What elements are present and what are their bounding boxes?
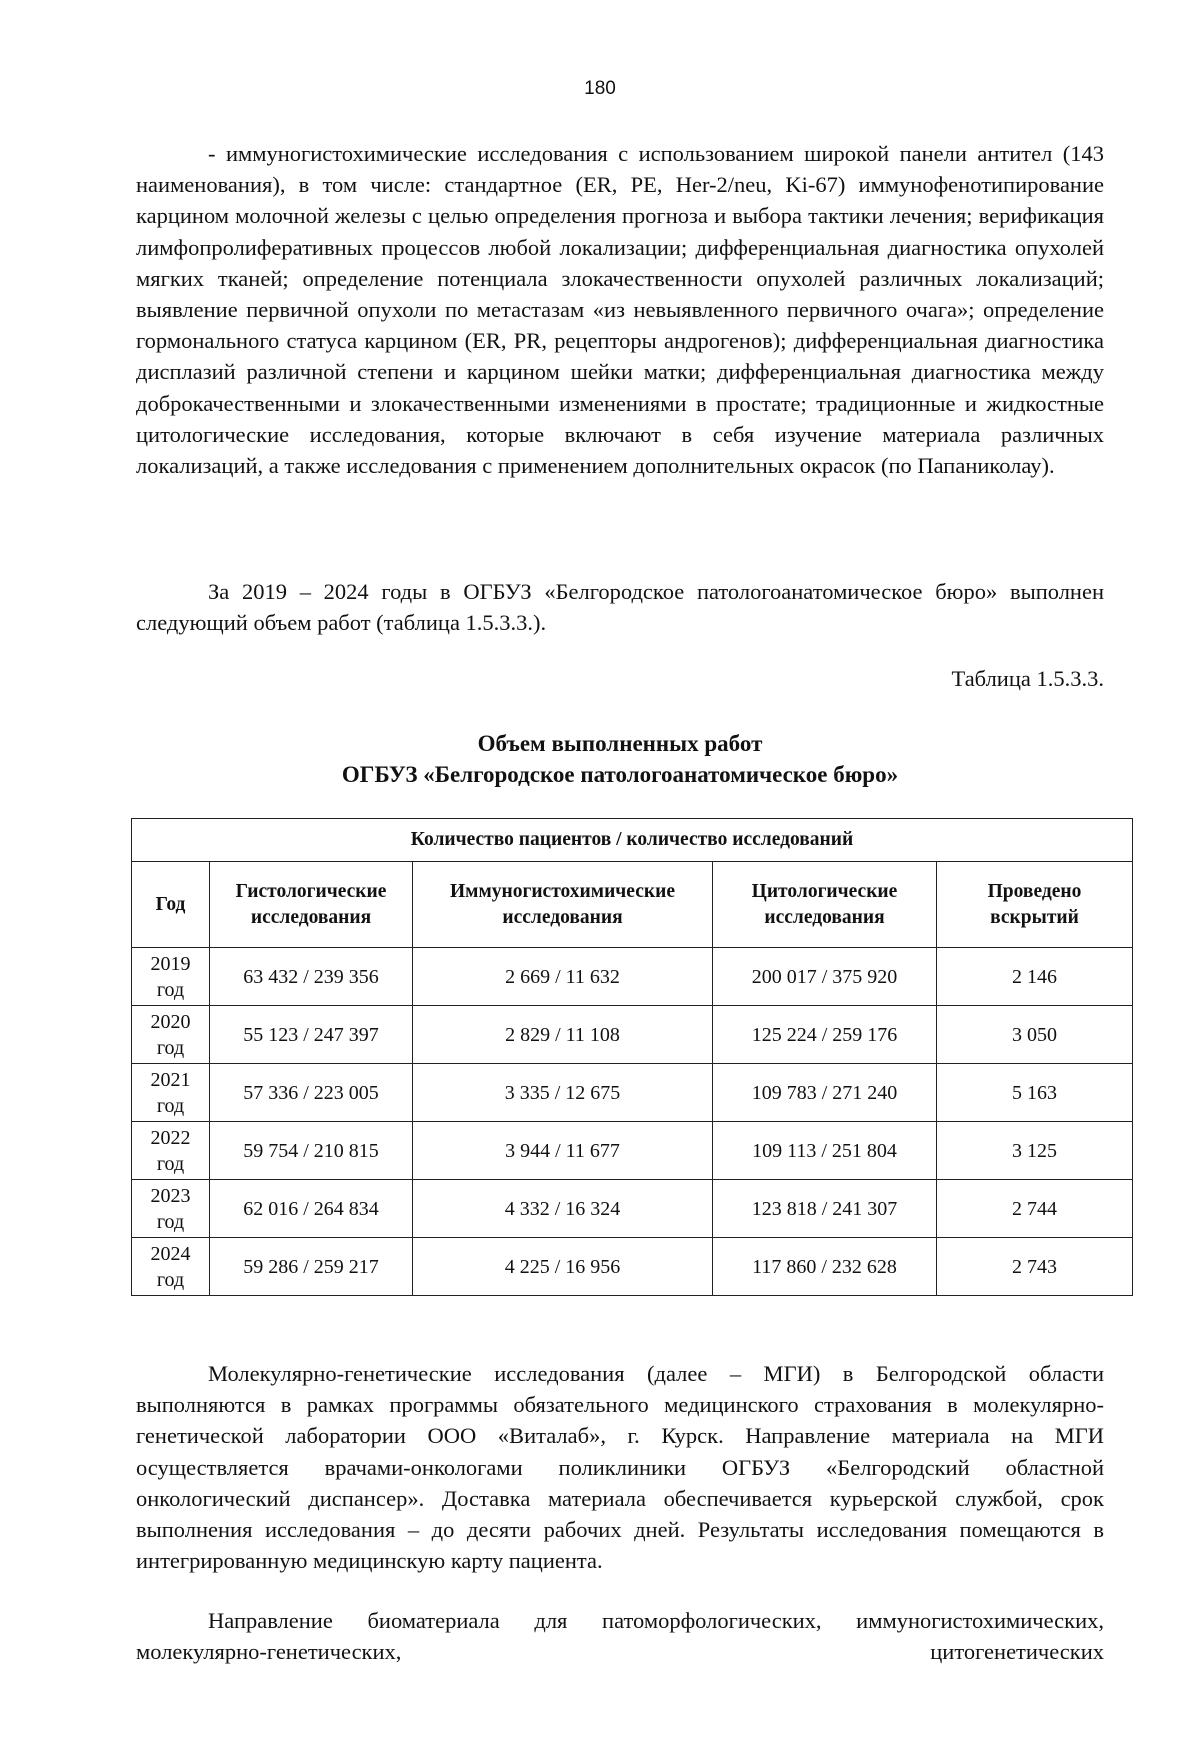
histology-cell: 57 336 / 223 005 bbox=[210, 1064, 413, 1122]
table-caption: Таблица 1.5.3.3. bbox=[951, 666, 1104, 691]
autopsy-cell: 2 743 bbox=[937, 1238, 1133, 1296]
year-cell: 2020 год bbox=[132, 1006, 210, 1064]
table-title bbox=[136, 728, 1104, 790]
histology-cell: 62 016 / 264 834 bbox=[210, 1180, 413, 1238]
header-histology: Гистологические исследования bbox=[210, 862, 413, 948]
table-title-line-2: ОГБУЗ «Белгородское патологоанатомическое бюро» bbox=[341, 762, 899, 787]
cytology-cell: 109 113 / 251 804 bbox=[713, 1122, 937, 1180]
paragraph-biomaterial-referral: Направление биоматериала для патоморфологических, иммуногистохимических, молекулярно-генетических, цитогенетических bbox=[136, 1608, 1104, 1665]
ihc-cell: 3 335 / 12 675 bbox=[413, 1064, 713, 1122]
ihc-cell: 2 829 / 11 108 bbox=[413, 1006, 713, 1064]
table-row bbox=[132, 948, 1133, 1006]
ihc-cell: 4 332 / 16 324 bbox=[413, 1180, 713, 1238]
histology-cell: 59 286 / 259 217 bbox=[210, 1238, 413, 1296]
cytology-cell: 123 818 / 241 307 bbox=[713, 1180, 937, 1238]
page-number: 180 bbox=[584, 78, 616, 99]
autopsy-cell: 2 744 bbox=[937, 1180, 1133, 1238]
autopsy-cell: 2 146 bbox=[937, 948, 1133, 1006]
header-cytology: Цитологические исследования bbox=[713, 862, 937, 948]
ihc-cell: 2 669 / 11 632 bbox=[413, 948, 713, 1006]
cytology-cell: 117 860 / 232 628 bbox=[713, 1238, 937, 1296]
table-row bbox=[132, 1064, 1133, 1122]
year-cell: 2023 год bbox=[132, 1180, 210, 1238]
work-volume-table bbox=[131, 818, 1133, 1296]
autopsy-cell: 3 125 bbox=[937, 1122, 1133, 1180]
table-row bbox=[132, 1180, 1133, 1238]
table-row bbox=[132, 1122, 1133, 1180]
ihc-cell: 4 225 / 16 956 bbox=[413, 1238, 713, 1296]
year-cell: 2024 год bbox=[132, 1238, 210, 1296]
header-autopsies: Проведено вскрытий bbox=[937, 862, 1133, 948]
header-immunohistochemistry: Иммуногистохимические исследования bbox=[413, 862, 713, 948]
paragraph-ihc-list: - иммуногистохимические исследования с использованием широкой панели антител (143 наименования), в том числе: стандартное (ER, PE, Her-2/neu, Ki-67) иммунофенотипирование карцином молочной железы с целью определения прогноза и выбора тактики лечения; верификация лимфопролиферативных процессов любой локализации; дифференциальная диагностика опухолей мягких тканей; определение потенциала злокачественности опухолей различных локализаций; выявление первичной опухоли по метастазам «из невыявленного первичного очага»; определение гормонального статуса карцином (ER, PR, рецепторы андрогенов); дифференциальная диагностика дисплазий различной степени и карцином шейки матки; дифференциальная диагностика между доброкачественными и злокачественными изменениями в простате; традиционные и жидкостные цитологические исследования, которые включают в себя изучение материала различных локализаций, а также исследования с применением дополнительных окрасок (по Папаниколау). bbox=[136, 141, 1104, 479]
paragraph-molecular-genetics: Молекулярно-генетические исследования (далее – МГИ) в Белгородской области выполняются в рамках программы обязательного медицинского страхования в молекулярно-генетической лаборатории ООО «Виталаб», г. Курск. Направление материала на МГИ осуществляется врачами-онкологами поликлиники ОГБУЗ «Белгородский областной онкологический диспансер». Доставка материала обеспечивается курьерской службой, срок выполнения исследования – до десяти рабочих дней. Результаты исследования помещаются в интегрированную медицинскую карту пациента. bbox=[136, 1361, 1104, 1574]
cytology-cell: 109 783 / 271 240 bbox=[713, 1064, 937, 1122]
histology-cell: 63 432 / 239 356 bbox=[210, 948, 413, 1006]
table-span-header: Количество пациентов / количество исследований bbox=[132, 819, 1133, 862]
table-title-line-1: Объем выполненных работ bbox=[477, 731, 763, 756]
year-cell: 2022 год bbox=[132, 1122, 210, 1180]
autopsy-cell: 3 050 bbox=[937, 1006, 1133, 1064]
histology-cell: 55 123 / 247 397 bbox=[210, 1006, 413, 1064]
cytology-cell: 200 017 / 375 920 bbox=[713, 948, 937, 1006]
autopsy-cell: 5 163 bbox=[937, 1064, 1133, 1122]
table-row bbox=[132, 1238, 1133, 1296]
ihc-cell: 3 944 / 11 677 bbox=[413, 1122, 713, 1180]
table-row bbox=[132, 1006, 1133, 1064]
year-cell: 2021 год bbox=[132, 1064, 210, 1122]
paragraph-work-volume-intro: За 2019 – 2024 годы в ОГБУЗ «Белгородское патологоанатомическое бюро» выполнен следующий объем работ (таблица 1.5.3.3.). bbox=[136, 579, 1104, 636]
header-year: Год bbox=[132, 862, 210, 948]
histology-cell: 59 754 / 210 815 bbox=[210, 1122, 413, 1180]
year-cell: 2019 год bbox=[132, 948, 210, 1006]
cytology-cell: 125 224 / 259 176 bbox=[713, 1006, 937, 1064]
